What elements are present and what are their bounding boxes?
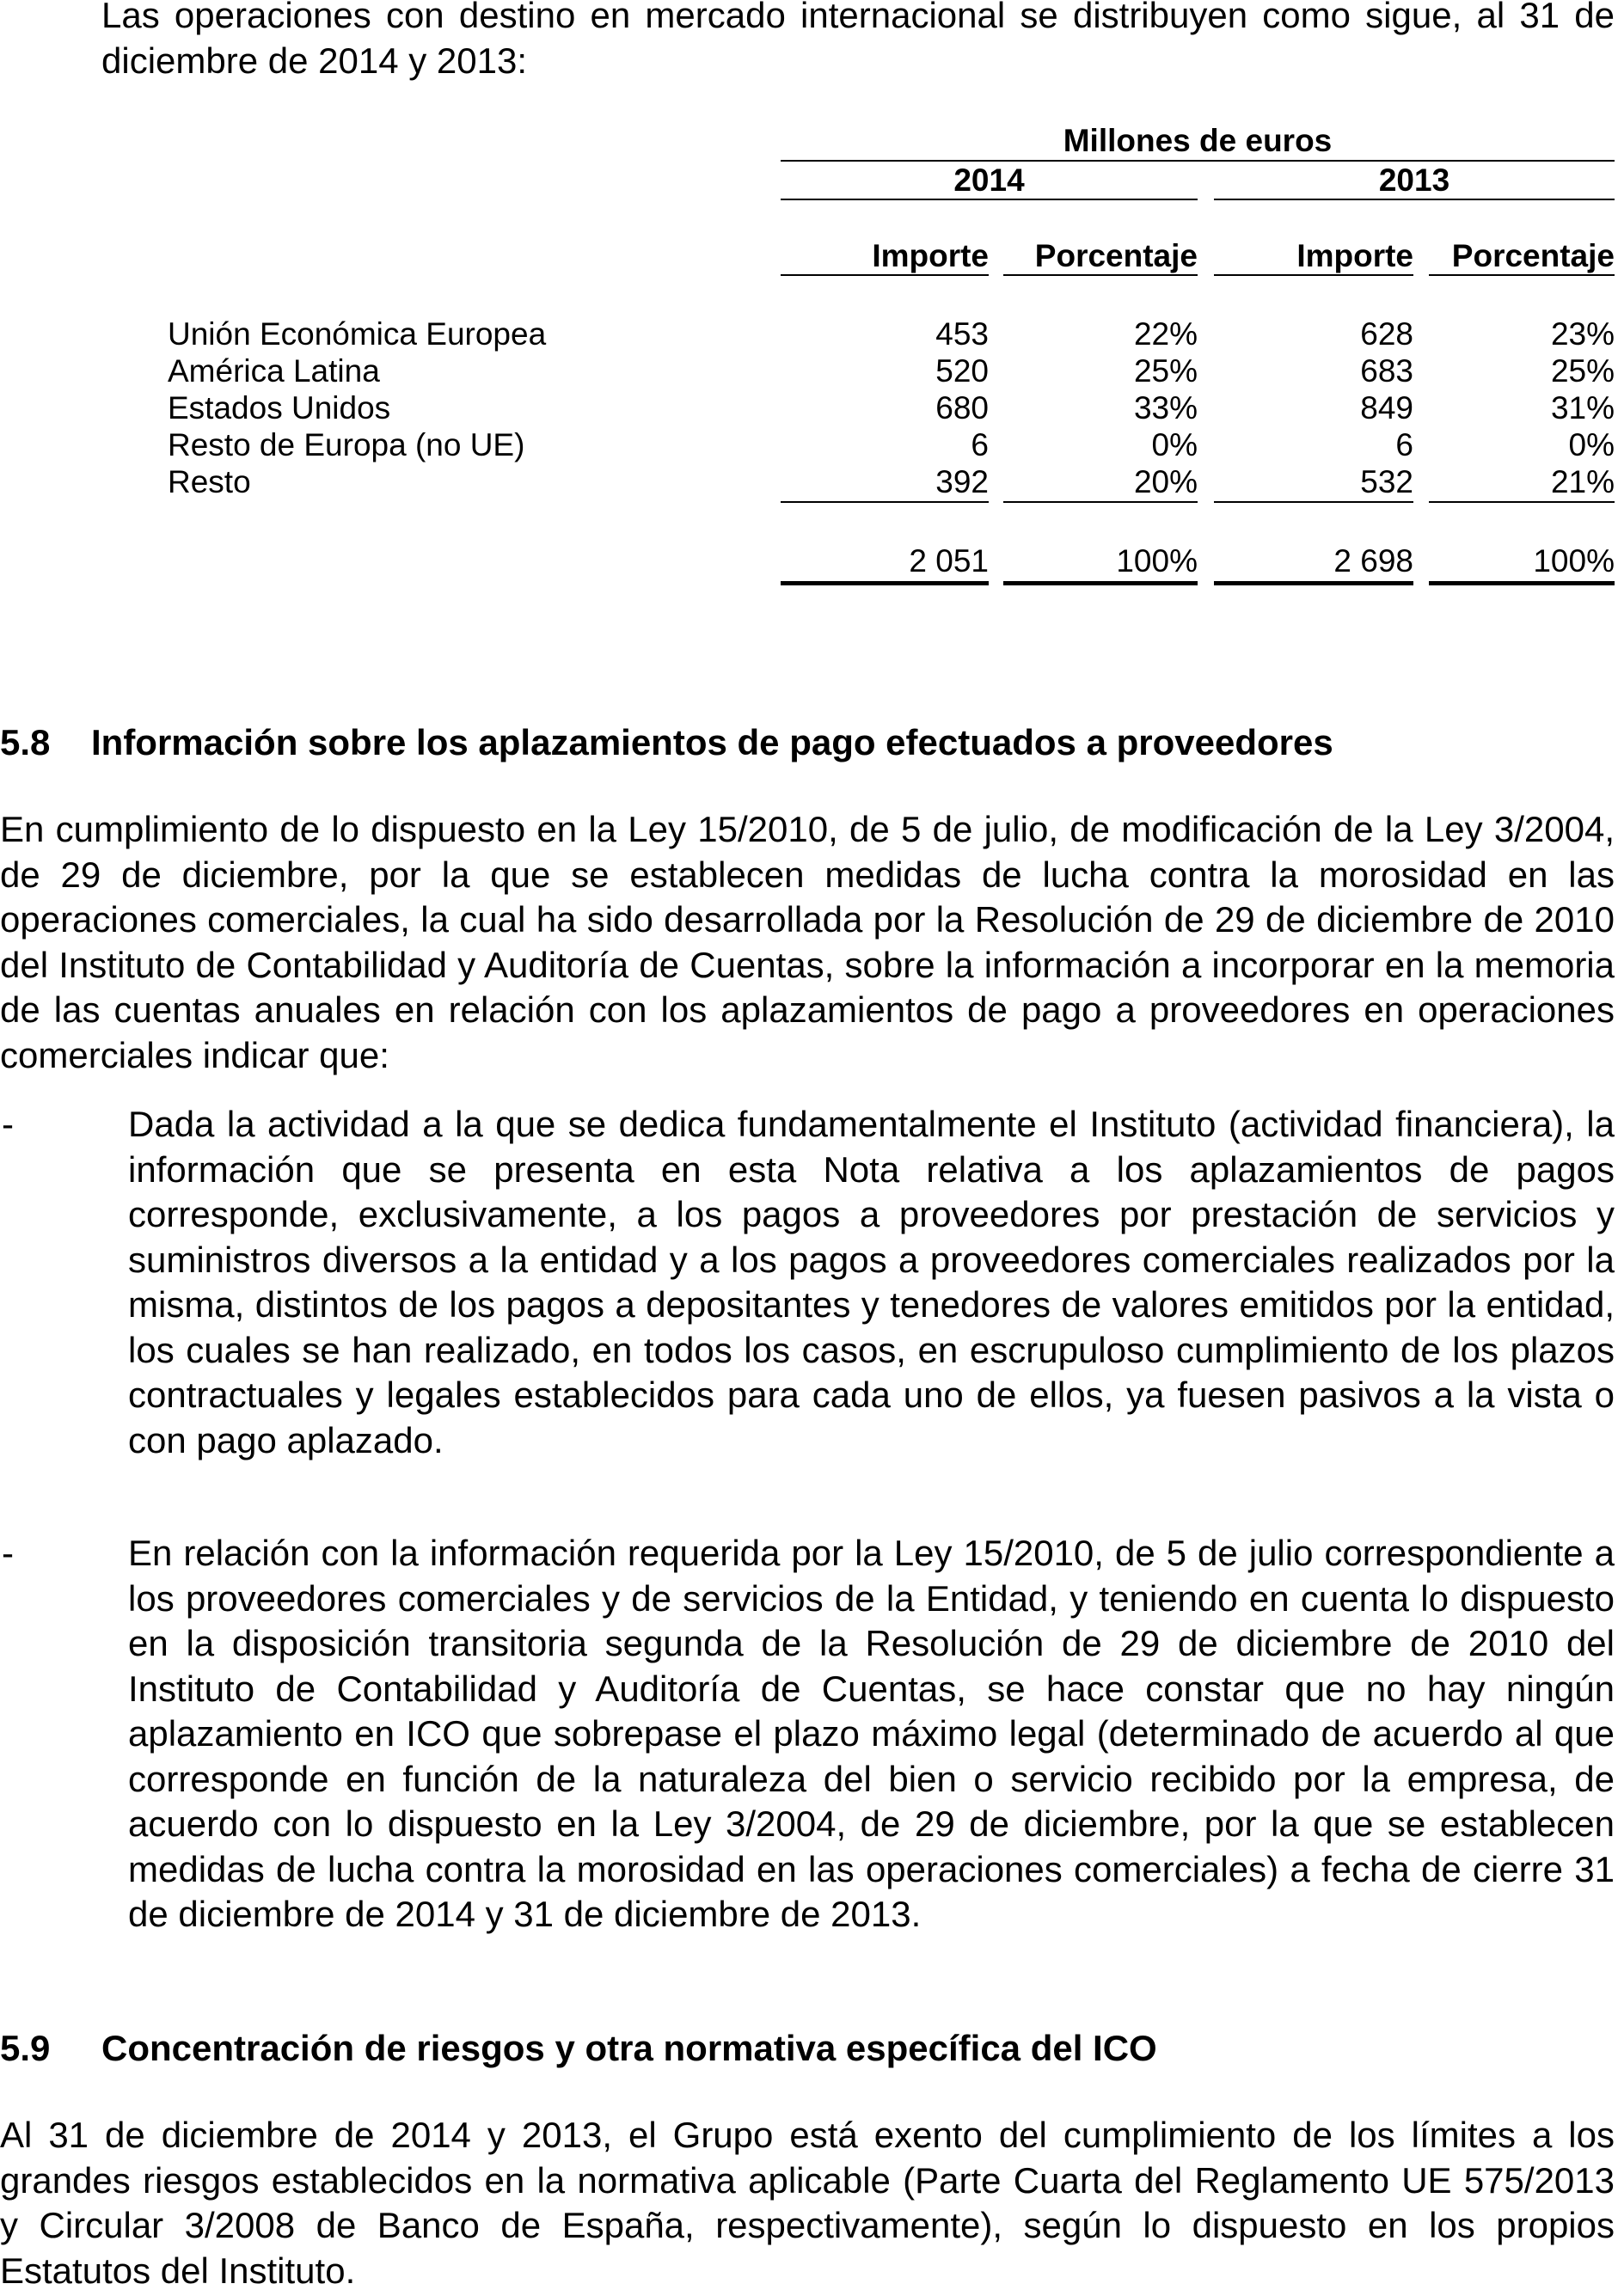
bullet-text: Dada la actividad a la que se dedica fundamentalmente el Instituto (actividad financiera), la información que se presenta en esta Nota relativa a los aplazamientos de pagos corresponde, exclusivamente, a los pagos a proveedores por prestación de servicios y suministros diversos a la entidad y a los pagos a proveedores comerciales realizados por la misma, distintos de los pagos a depositantes y tenedores de valores emitidos por la entidad, los cuales se han realizado, en todos los casos, en escrupuloso cumplimiento de los plazos contractuales y legales establecidos para cada uno de ellos, ya fuesen pasivos a la vista o con pago aplazado.	[128, 1104, 1615, 1460]
col-header-rule	[781, 274, 989, 276]
cell-importe-2013: 532	[1360, 464, 1413, 499]
cell-porcentaje-2014: 0%	[1151, 427, 1198, 462]
section-5-8-paragraph: En cumplimiento de lo dispuesto en la Ley 15/2010, de 5 de julio, de modificación de la Ley 3/2004, de 29 de diciembre, por la que se establecen medidas de lucha contra la morosidad en las operaciones comerciales, la cual ha sido desarrollada por la Resolución de 29 de diciembre de 2010 del Instituto de Contabilidad y Auditoría de Cuentas, sobre la información a incorporar en la memoria de las cuentas anuales en relación con los aplazamientos de pago a proveedores en operaciones comerciales indicar que:	[0, 809, 1615, 1075]
cell-importe-2014: 680	[935, 390, 989, 426]
col-header-porcentaje-2014: Porcentaje	[1034, 238, 1198, 273]
cell-importe-2013: 683	[1360, 353, 1413, 389]
year-rule-2013	[1214, 199, 1615, 200]
cell-importe-2014: 6	[971, 427, 989, 462]
cell-importe-2014: 392	[935, 464, 989, 499]
cell-porcentaje-2013: 25%	[1550, 353, 1615, 389]
col-header-importe-2014: Importe	[872, 238, 989, 273]
cell-importe-2014: 453	[935, 316, 989, 352]
cell-porcentaje-2014: 22%	[1133, 316, 1198, 352]
bullet-dash: -	[2, 1533, 14, 1573]
row-label: Resto	[168, 464, 251, 499]
cell-porcentaje-2013: 21%	[1550, 464, 1615, 499]
section-title: Información sobre los aplazamientos de pago efectuados a proveedores	[91, 722, 1333, 762]
table-row	[0, 315, 1618, 352]
table-total-row	[0, 542, 1618, 579]
cell-porcentaje-2013: 0%	[1568, 427, 1615, 462]
col-header-rule	[1214, 274, 1413, 276]
cell-importe-2013: 849	[1360, 390, 1413, 426]
section-heading-5-8	[0, 720, 1333, 765]
intro-paragraph: Las operaciones con destino en mercado internacional se distribuyen como sigue, al 31 de diciembre de 2014 y 2013:	[101, 0, 1615, 81]
table-unit-header: Millones de euros	[1063, 123, 1333, 158]
subtotal-rule	[1003, 501, 1198, 503]
total-rule	[1214, 581, 1413, 585]
table-row	[0, 426, 1618, 463]
table-row	[0, 463, 1618, 500]
cell-porcentaje-2013: 31%	[1550, 390, 1615, 426]
section-title: Concentración de riesgos y otra normativa específica del ICO	[101, 2028, 1157, 2068]
table-row	[0, 352, 1618, 389]
year-header-2014: 2014	[953, 162, 1025, 198]
cell-importe-2014: 520	[935, 353, 989, 389]
cell-porcentaje-2013: 23%	[1550, 316, 1615, 352]
year-header-2013: 2013	[1378, 162, 1450, 198]
section-5-9-paragraph: Al 31 de diciembre de 2014 y 2013, el Grupo está exento del cumplimiento de los límites a los grandes riesgos establecidos en la normativa aplicable (Parte Cuarta del Reglamento UE 575/2013 y Circular 3/2008 de Banco de España, respectivamente), según lo dispuesto en los propios Estatutos del Instituto.	[0, 2115, 1615, 2291]
total-rule	[1003, 581, 1198, 585]
col-header-rule	[1429, 274, 1615, 276]
year-rule-2014	[781, 199, 1198, 200]
cell-porcentaje-2014: 25%	[1133, 353, 1198, 389]
table-row	[0, 389, 1618, 426]
row-label: Unión Económica Europea	[168, 316, 547, 352]
subtotal-rule	[1429, 501, 1615, 503]
row-label: Resto de Europa (no UE)	[168, 427, 525, 462]
row-label: América Latina	[168, 353, 380, 389]
total-importe-2014: 2 051	[909, 543, 989, 579]
cell-importe-2013: 628	[1360, 316, 1413, 352]
row-label: Estados Unidos	[168, 390, 391, 426]
total-rule	[1429, 581, 1615, 585]
cell-porcentaje-2014: 20%	[1133, 464, 1198, 499]
section-number: 5.8	[0, 722, 51, 762]
cell-importe-2013: 6	[1395, 427, 1413, 462]
subtotal-rule	[1214, 501, 1413, 503]
total-importe-2013: 2 698	[1333, 543, 1413, 579]
total-porcentaje-2013: 100%	[1533, 543, 1615, 579]
col-header-rule	[1003, 274, 1198, 276]
total-porcentaje-2014: 100%	[1116, 543, 1198, 579]
section-heading-5-9	[0, 2026, 1157, 2071]
subtotal-rule	[781, 501, 989, 503]
total-rule	[781, 581, 989, 585]
col-header-importe-2013: Importe	[1296, 238, 1413, 273]
bullet-text: En relación con la información requerida por la Ley 15/2010, de 5 de julio correspondiente a los proveedores comerciales y de servicios de la Entidad, y teniendo en cuenta lo dispuesto en la disposición transitoria segunda de la Resolución de 29 de diciembre de 2010 del Instituto de Contabilidad y Auditoría de Cuentas, se hace constar que no hay ningún aplazamiento en ICO que sobrepase el plazo máximo legal (determinado de acuerdo al que corresponde en función de la naturaleza del bien o servicio recibido por la empresa, de acuerdo con lo dispuesto en la Ley 3/2004, de 29 de diciembre, por la que se establecen medidas de lucha contra la morosidad en las operaciones comerciales) a fecha de cierre 31 de diciembre de 2014 y 31 de diciembre de 2013.	[128, 1533, 1615, 1934]
bullet-dash: -	[2, 1104, 14, 1144]
cell-porcentaje-2014: 33%	[1133, 390, 1198, 426]
col-header-porcentaje-2013: Porcentaje	[1451, 238, 1615, 273]
section-number: 5.9	[0, 2028, 51, 2068]
